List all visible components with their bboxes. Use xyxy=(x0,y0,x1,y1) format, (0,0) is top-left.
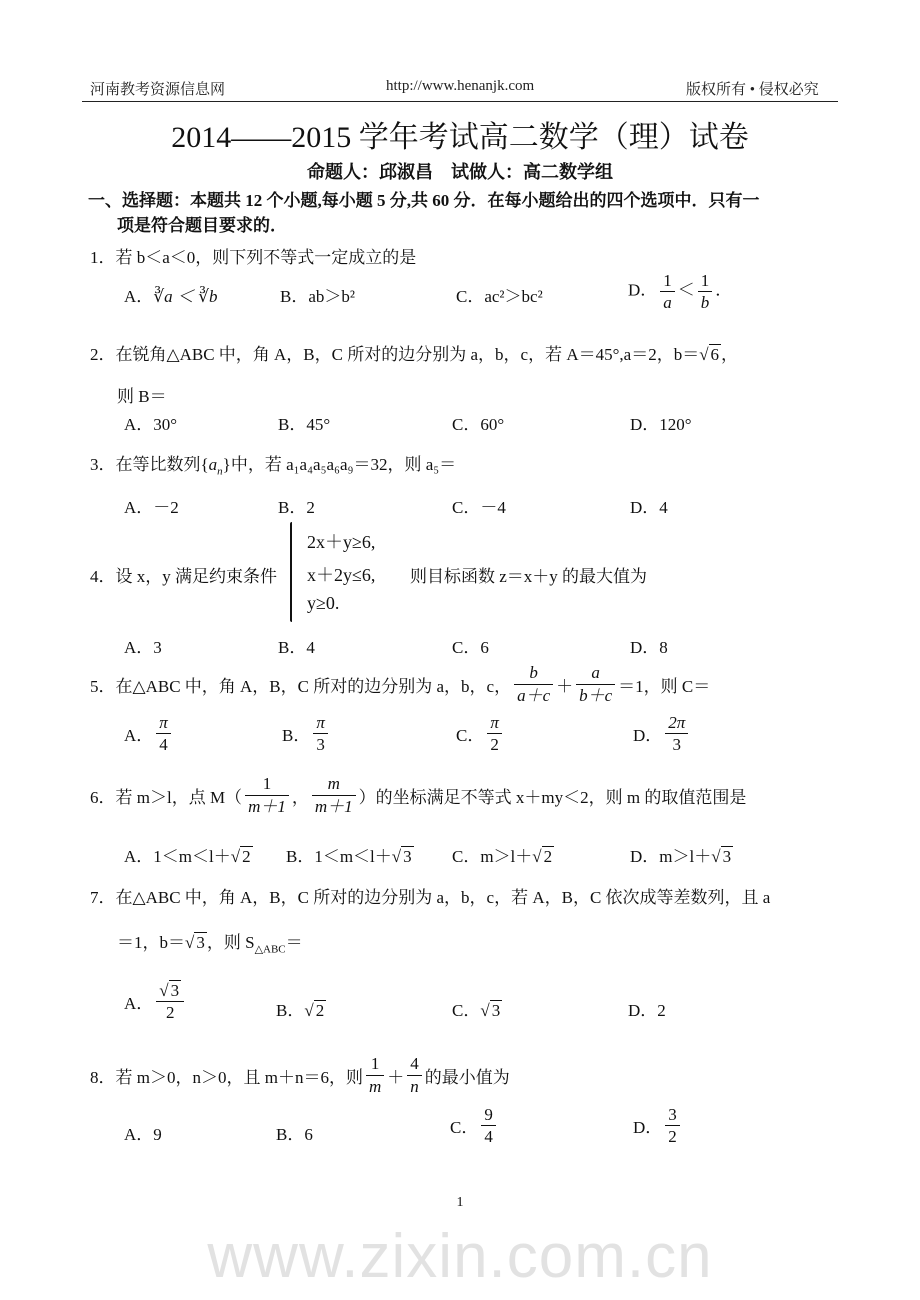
q8-option-d: D． $\frac{3}{2}$ xyxy=(633,1104,683,1148)
q1-option-c: C．ac²＞bc² xyxy=(456,287,543,306)
q5-stem: 5．在△ABC 中，角 A，B，C 所对的边分别为 a，b，c， $\frac{b}{a+c}$ ＋ $\frac{a}{b+c}$ ＝1，则 C＝ xyxy=(90,663,711,705)
q7-stem: 7．在△ABC 中，角 A，B，C 所对的边分别为 a，b，c，若 A，B，C 依次成等差数列，且 a xyxy=(90,888,771,907)
q5-option-d: D． $\frac{2\pi}{3}$ xyxy=(633,712,691,756)
page-number: 1 xyxy=(456,1195,464,1210)
q7-stem-cont: ＝1，b＝√ 3 ，则 $S_{\triangle ABC}=$ xyxy=(117,933,303,956)
q4-stem: 4．设 x，y 满足约束条件 xyxy=(90,567,277,586)
q2-option-d: D．120° xyxy=(630,415,692,434)
q1-stem: 1．若 b＜a＜0，则下列不等式一定成立的是 xyxy=(90,248,417,267)
q7-option-c: C．√ 3 xyxy=(452,1001,501,1020)
q6-option-a: A．1＜m＜l＋√ 2 xyxy=(124,847,251,866)
q3-option-b: B．2 xyxy=(278,498,315,517)
q1-option-b: B．ab＞b² xyxy=(280,287,355,306)
q3-stem: 3．在等比数列$\{a_n\}$中，若 a₁a₄a₅a₆a₉＝32，则 a₅＝ xyxy=(90,455,457,478)
q3-option-a: A．－2 xyxy=(124,498,179,517)
q5-option-b: B． $\frac{\pi}{3}$ xyxy=(282,712,331,756)
q8-stem: 8．若 m＞0，n＞0，且 m＋n＝6，则 $\frac{1}{m}$ ＋ $\frac{4}{n}$ 的最小值为 xyxy=(90,1054,510,1096)
authors: 命题人：邱淑昌 试做人：高二数学组 xyxy=(307,162,613,183)
q4-option-b: B．4 xyxy=(278,638,315,657)
page-title: 2014——2015 学年考试高二数学（理）试卷 xyxy=(171,121,749,154)
q4-constraint-3: y≥0. xyxy=(307,593,340,613)
section-heading-cont: 项是符合题目要求的． xyxy=(117,216,287,235)
q4-option-c: C．6 xyxy=(452,638,489,657)
header-divider xyxy=(82,101,838,102)
section-heading: 一、选择题：本题共 12 个小题,每小题 5 分,共 60 分．在每小题给出的四个选项中．只有一 xyxy=(88,191,760,210)
q8-option-c: C． $\frac{9}{4}$ xyxy=(450,1104,499,1148)
header-url[interactable]: http://www.henanjk.com xyxy=(386,78,535,94)
q4-option-d: D．8 xyxy=(630,638,668,657)
q6-option-d: D．m＞l＋√ 3 xyxy=(630,847,732,866)
q1-option-a: A．∛a ＜ ∛b xyxy=(124,287,218,306)
q3-option-d: D．4 xyxy=(630,498,668,517)
q6-option-c: C．m＞l＋√ 2 xyxy=(452,847,553,866)
q2-option-b: B．45° xyxy=(278,415,331,434)
q6-option-b: B．1＜m＜l＋√ 3 xyxy=(286,847,412,866)
header-site-name: 河南教考资源信息网 xyxy=(90,82,226,98)
q1-option-d: D． $\frac{1}{a}$ ＜ $\frac{1}{b}$ ． xyxy=(628,271,733,313)
q8-option-b: B．6 xyxy=(276,1125,313,1144)
watermark: www.zixin.com.cn xyxy=(207,1222,713,1291)
q3-option-c: C．－4 xyxy=(452,498,506,517)
q7-option-a: A． $\frac{√ 3}{2}$ xyxy=(124,980,187,1024)
q4-stem-cont: 则目标函数 z＝x＋y 的最大值为 xyxy=(410,567,648,586)
q5-option-a: A． $\frac{\pi}{4}$ xyxy=(124,712,174,756)
q4-constraint-1: 2x＋y≥6, xyxy=(307,532,376,552)
q2-stem: 2．在锐角△ABC 中，角 A，B，C 所对的边分别为 a，b，c，若 A＝45°,a＝2，b＝√ 6 ， xyxy=(90,345,739,364)
q4-constraint-2: x＋2y≤6, xyxy=(307,565,376,585)
q7-option-d: D．2 xyxy=(628,1001,666,1020)
q4-option-a: A．3 xyxy=(124,638,162,657)
header-copyright: 版权所有 • 侵权必究 xyxy=(686,82,819,98)
q2-stem-cont: 则 B＝ xyxy=(117,387,167,406)
q5-option-c: C． $\frac{\pi}{2}$ xyxy=(456,712,505,756)
q2-option-c: C．60° xyxy=(452,415,505,434)
q7-option-b: B．√ 2 xyxy=(276,1001,325,1020)
constraint-brace xyxy=(290,522,292,622)
q6-stem: 6．若 m＞l，点 M（ $\frac{1}{m+1}$ ， $\frac{m}{m+1}$ ）的坐标满足不等式 x＋my＜2，则 m 的取值范围是 xyxy=(90,774,747,816)
q8-option-a: A．9 xyxy=(124,1125,162,1144)
q2-option-a: A．30° xyxy=(124,415,178,434)
